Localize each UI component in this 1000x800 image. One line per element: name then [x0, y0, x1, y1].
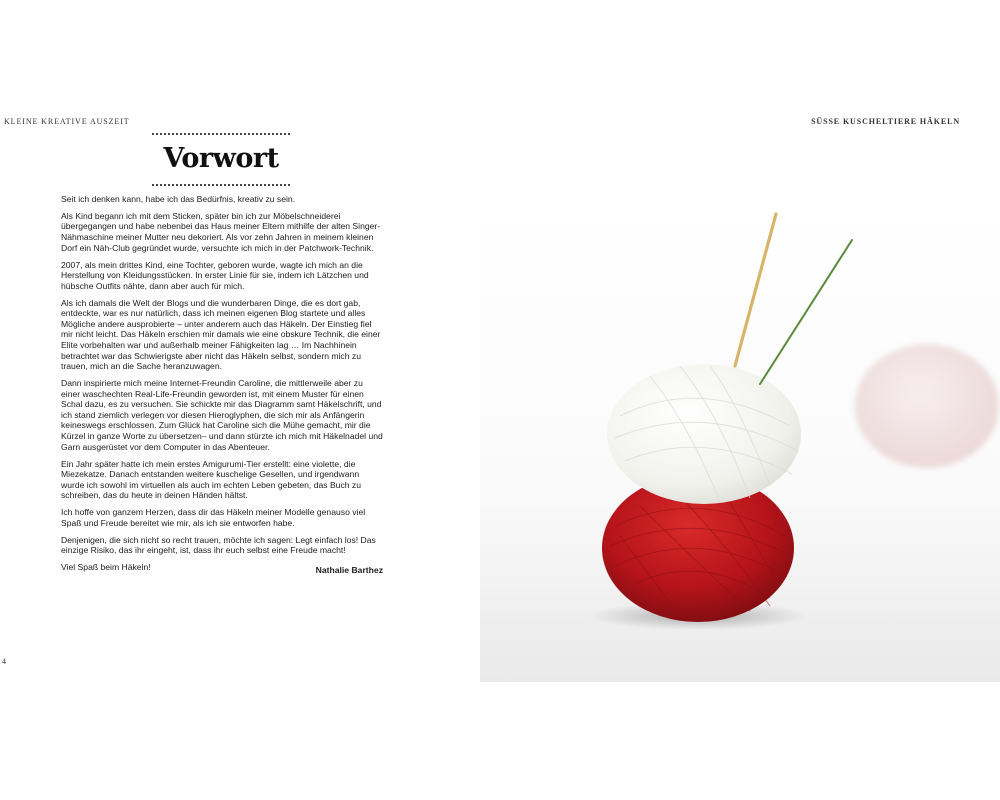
- paragraph: Ein Jahr später hatte ich mein erstes Amigurumi-Tier erstellt: eine violette, die Miezekatze. Danach entstanden weitere kuschelige Gesellen, und irgendwann wurde ich sowohl im virtuellen als auch im echten Leben gebeten, das Buch zu schreiben, das du heute in deinen Händen hältst.: [61, 458, 362, 501]
- author-signature: Nathalie Barthez: [315, 565, 383, 576]
- title-block: [152, 133, 290, 186]
- paragraph: 2007, als mein drittes Kind, eine Tochter, geboren wurde, wagte ich mich an die Herstellung von Kleidungsstücken. In erster Linie für sie, indem ich Lätzchen und hübsche Outfits nähte, dann aber auch für mich.: [61, 259, 369, 291]
- title-dotted-rule-bottom: [152, 184, 290, 186]
- foreword-body: [61, 194, 383, 576]
- paragraph: Viel Spaß beim Häkeln!: [61, 562, 151, 573]
- running-head-right: SÜSSE KUSCHELTIERE HÄKELN: [811, 117, 960, 126]
- title-dotted-rule-top: [152, 133, 290, 135]
- paragraph: Denjenigen, die sich nicht so recht trauen, möchte ich sagen: Legt einfach los! Das einzige Risiko, das ihr eingeht, ist, dass ihr euch selbst eine Freude macht!: [61, 534, 376, 556]
- white-yarn-ball: [607, 364, 801, 504]
- paragraph: Als ich damals die Welt der Blogs und die wunderbaren Dinge, die es dort gab, entdeckte, war es nur natürlich, dass ich meinen eigenen Blog startete und alles Mögliche andere ausprobierte – unter anderem auch das Häkeln. Der Einstieg fiel mir nicht leicht. Das Häkeln erschien mir damals wie eine obskure Technik, die einer Elite vorbehalten war und außerhalb meiner Fähigkeiten lag … Im Nachhinein betrachtet war das Schwierigste aber nicht das Häkeln selbst, sondern mich zu trauen, mich an die Sache heranzuwagen.: [61, 297, 381, 372]
- running-head-left: KLEINE KREATIVE AUSZEIT: [4, 117, 130, 126]
- paragraph: Seit ich denken kann, habe ich das Bedürfnis, kreativ zu sein.: [61, 194, 296, 204]
- yarn-photo: [480, 206, 1000, 682]
- page-title: Vorwort: [163, 143, 279, 174]
- paragraph: Dann inspirierte mich meine Internet-Freundin Caroline, die mittlerweile aber zu einer waschechten Real-Life-Freundin geworden ist, mit einem Muster für einen Schal dazu, es zu versuchen. Sie schickte mir das Diagramm samt Häkelschrift, und ich stand ziemlich verlegen vor diesen Hieroglyphen, die sich mir als Anfängerin keineswegs erschlossen. Zum Glück hat Caroline sich die Mühe gemacht, mir die Kürzel in ganze Worte zu übersetzen– und dann stürzte ich mich mit Häkelnadel und Garn ausgerüstet vor dem Computer in das Abenteuer.: [61, 378, 383, 452]
- paragraph: Als Kind begann ich mit dem Sticken, später bin ich zur Möbelschneiderei übergegangen und habe nebenbei das Haus meiner Eltern mithilfe der alten Singer-Nähmaschine meiner Mutter neu dekoriert. Als vor zehn Jahren in meinem kleinen Dorf ein Näh-Club gegründet wurde, versuchte ich mich in der Patchwork-Technik.: [61, 210, 381, 253]
- paragraph: Ich hoffe von ganzem Herzen, dass dir das Häkeln meiner Modelle genauso viel Spaß und Freude bereitet wie mir, als ich sie entworfen habe.: [61, 507, 366, 528]
- pink-yarn-ball: [855, 344, 999, 468]
- page-number: 4: [2, 657, 6, 666]
